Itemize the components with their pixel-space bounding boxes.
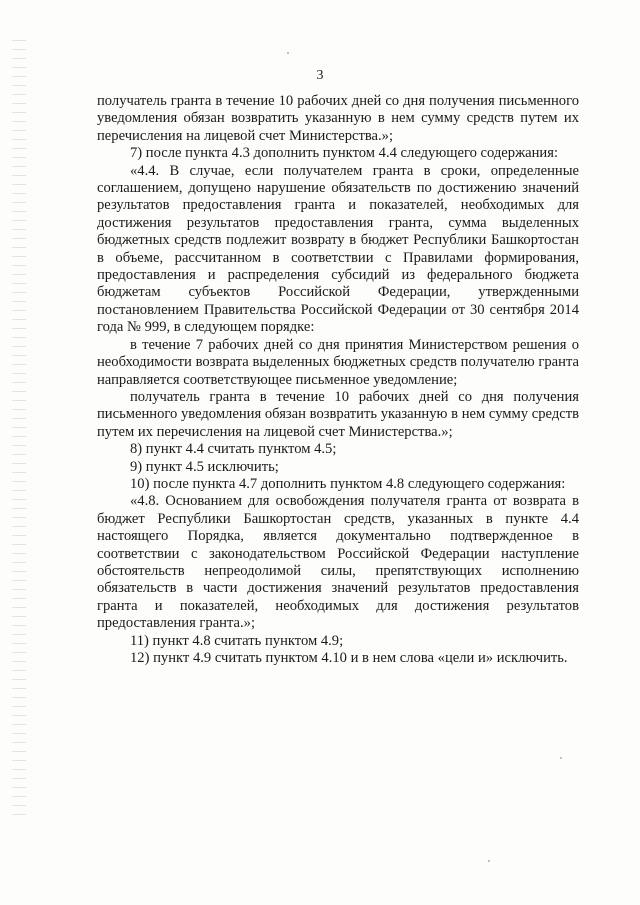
- paragraph-continuation: получатель гранта в течение 10 рабочих дней со дня получения письменного уведомления обязан возвратить указанную в нем сумму средств путем их перечисления на лицевой счет Министерства.»;: [97, 93, 579, 144]
- binding-marks: [12, 40, 26, 820]
- paragraph-item-11: 11) пункт 4.8 считать пунктом 4.9;: [130, 632, 344, 649]
- scan-speck: [560, 757, 562, 759]
- scan-speck: [488, 860, 490, 862]
- paragraph-item-7: 7) после пункта 4.3 дополнить пунктом 4.4 следующего содержания:: [130, 145, 559, 162]
- paragraph-item-12: 12) пункт 4.9 считать пунктом 4.10 и в нем слова «цели и» исключить.: [130, 650, 568, 666]
- paragraph-item-9: 9) пункт 4.5 исключить;: [130, 458, 279, 475]
- paragraph-item-10: 10) после пункта 4.7 дополнить пунктом 4.8 следующего содержания:: [130, 475, 566, 492]
- paragraph-return: получатель гранта в течение 10 рабочих дней со дня получения письменного уведомления обязан возвратить указанную в нем сумму средств путем их перечисления на лицевой счет Министерства.»;: [97, 388, 579, 440]
- document-body: [97, 93, 579, 667]
- scan-speck: [287, 52, 289, 54]
- paragraph-notice: в течение 7 рабочих дней со дня принятия Министерством решения о необходимости возврата выделенных бюджетных средств получателю гранта направляется соответствующее письменное уведомление;: [97, 336, 579, 388]
- paragraph-item-8: 8) пункт 4.4 считать пунктом 4.5;: [130, 441, 337, 458]
- page-number: 3: [316, 68, 324, 83]
- paragraph-clause-4-4: «4.4. В случае, если получателем гранта в сроки, определенные соглашением, допущено нарушение обязательств по достижению значений результатов предоставления гранта и показателей, необходимых для достижения результатов предоставления гранта, сумма выделенных бюджетных средств подлежит возврату в бюджет Республики Башкортостан в объеме, рассчитанном в соответствии с Правилами формирования, предоставления и распределения субсидий из федерального бюджета бюджетам субъектов Российской Федерации, утвержденными постановлением Правительства Российской Федерации от 30 сентября 2014 года № 999, в следующем порядке:: [97, 162, 579, 336]
- paragraph-clause-4-8: «4.8. Основанием для освобождения получателя гранта от возврата в бюджет Республики Башкортостан средств, указанных в пункте 4.4 настоящего Порядка, является документально подтвержденное в соответствии с законодательством Российской Федерации наступление обстоятельств непреодолимой силы, препятствующих исполнению обязательств в части достижения значений результатов предоставления гранта и показателей, необходимых для достижения результатов предоставления гранта.»;: [97, 493, 579, 632]
